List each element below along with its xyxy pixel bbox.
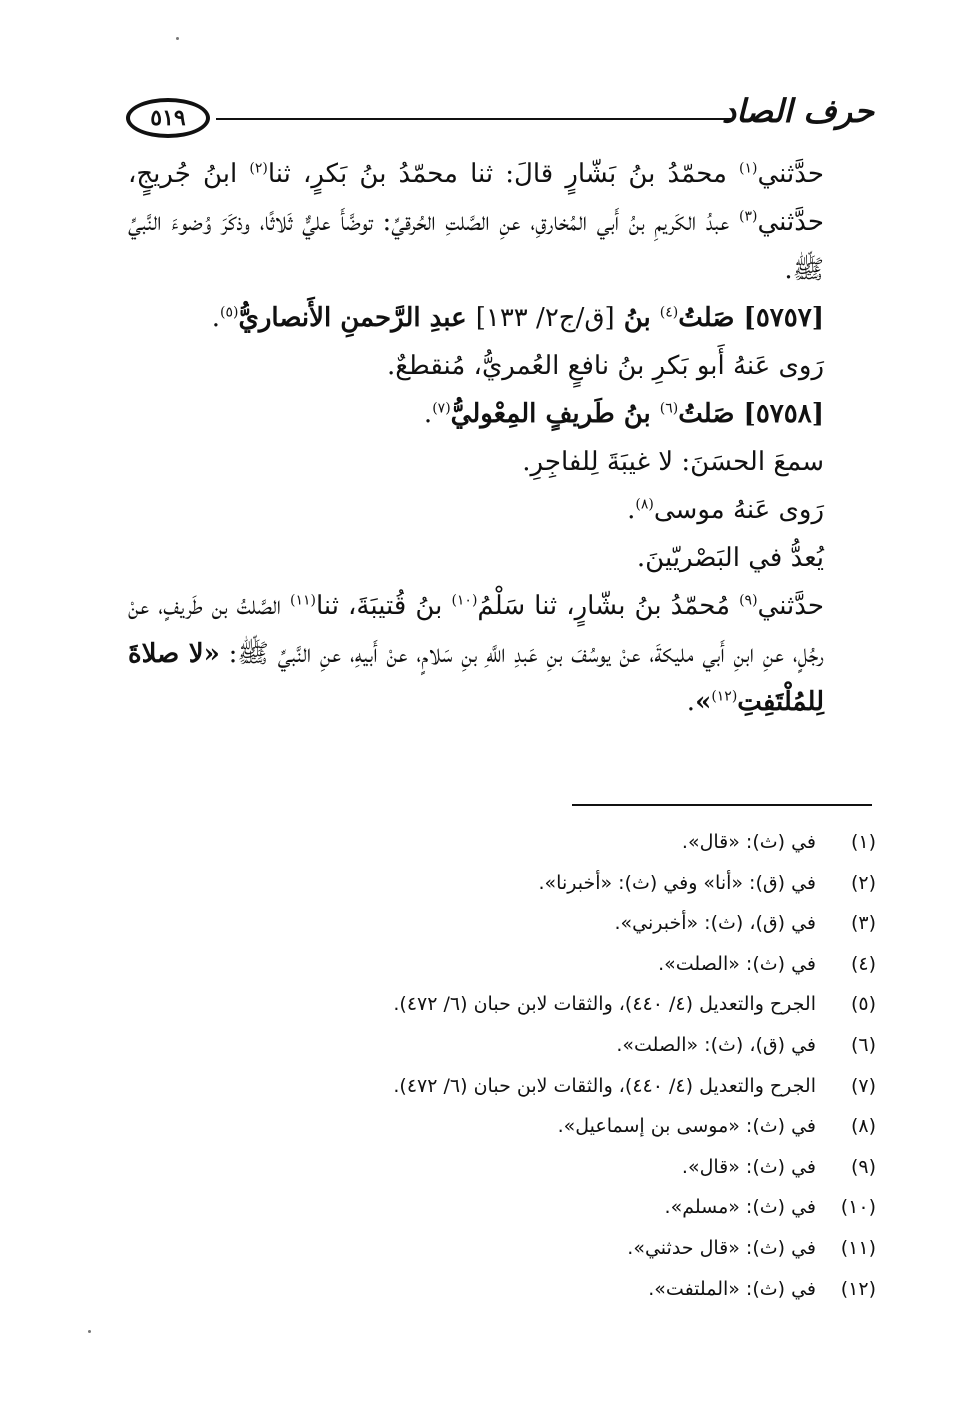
text-run: سمعَ الحسَنَ: لا غيبَةَ لِلفاجِرِ. [522,447,824,477]
footnote-ref: (١٢) [711,688,738,705]
text-run: محمّدُ بنُ بَشّارٍ قالَ: ثنا محمّدُ بنُ بَكرٍ، ثنا [267,159,740,189]
footnote-text: في (ث): «قال». [681,831,816,853]
footnote-number: (٣) [850,912,876,935]
footnote-text: في (ث): «مسلم». [664,1196,816,1219]
footnote-text: الجرح والتعديل (٤/ ٤٤٠)، والثقات لابن حبان (٦/ ٤٧٢). [393,1074,816,1097]
footnote [300,863,876,904]
text-run: . [211,303,221,333]
main-text [128,150,870,726]
footnote [300,822,876,863]
scan-speck [88,1330,91,1333]
paragraph [128,390,870,438]
footnote [300,1025,876,1066]
footnote-ref: (٧) [432,400,451,417]
footnote-text: في (ث): «موسى بن إسماعيل». [557,1115,816,1138]
header-rule [216,118,734,120]
footnote-ref: (٨) [635,496,654,513]
paragraph [128,294,870,342]
footnote-text: في (ث): «الصلت». [658,952,816,975]
footnote-ref: (٥) [220,304,239,321]
footnote-number: (٤) [850,952,876,975]
text-run: الصَّلتُ بن طَريفٍ، عنْ رجُلٍ، عنِ ابنِ أَبي مليكةَ، عنْ يوسُفَ بنِ عَبدِ اللَّهِ بنِ سَلامٍ، عنْ أَبيهِ، عنِ النَّبيِّ ﷺ: [128,591,825,669]
text-run: حدَّثني [757,159,824,189]
footnote-text: في (ق)، (ث): «الصلت». [616,1033,816,1056]
text-run: . [423,399,433,429]
footnote [300,984,876,1025]
bold-text: «لا صلاةَ لِلمُلْتَفِتِ [128,639,824,717]
footnote-number: (١١) [840,1236,876,1259]
footnote-ref: (١) [739,160,758,177]
paragraph [128,150,870,294]
bold-text: [٥٧٥٧] صَلتُ [678,303,824,333]
text-run: . [627,495,636,525]
footnote-ref: (٣) [739,208,758,225]
footnote-text: في (ث): «قال». [681,1155,816,1178]
footnote-number: (٦) [850,1033,876,1056]
footnote-number: (٨) [850,1115,876,1138]
footnote-text: في (ق): «أنا» وفي (ث): «أخبرنا». [538,871,816,894]
footnote-ref: (١٠) [451,592,478,609]
bold-text: » [695,687,712,717]
footnote [300,1269,876,1310]
footnote [300,1187,876,1228]
chapter-title: حرف الصاد [721,92,874,130]
footnote-text: الجرح والتعديل (٤/ ٤٤٠)، والثقات لابن حبان (٦/ ٤٧٢). [393,993,816,1016]
footnote-divider [572,804,872,806]
text-run: رَوى عَنهُ موسى [653,495,824,525]
footnote [300,944,876,985]
footnote-text: في (ث): «الملتفت». [648,1277,816,1300]
bold-text: بنُ طَريفٍ المِعْوليُّ [450,399,660,429]
footnote [300,1228,876,1269]
text-run: [ق/ج٢/ ١٣٣] [475,303,615,333]
footnote-number: (١٠) [840,1196,876,1219]
footnote-number: (١٢) [840,1277,876,1300]
scan-speck [176,37,179,40]
footnote [300,1066,876,1107]
footnote [300,1147,876,1188]
footnote-number: (٩) [850,1155,876,1178]
footnote-ref: (٦) [659,400,679,417]
footnote [300,1106,876,1147]
text-run: مُحمّدُ بنُ بشّارٍ، ثنا سَلْمُ [477,591,740,621]
paragraph [128,534,870,582]
footnote-text: في (ث): «قال حدثني». [627,1236,816,1259]
footnote-number: (٧) [850,1074,876,1097]
footnote-number: (٥) [850,993,876,1016]
footnote-number: (٢) [850,871,876,894]
text-run: بنُ قُتيبَةَ، ثنا [315,591,452,621]
footnote-ref: (٤) [659,304,679,321]
footnote-ref: (١١) [289,592,316,609]
bold-text: بنُ [614,303,660,333]
footnote-text: في (ق)، (ث): «أخبرني». [614,912,816,935]
text-run: ابنُ جُريجٍ، حدَّثني [128,159,824,237]
footnote-number: (١) [850,831,876,853]
paragraph [128,486,870,534]
paragraph [128,438,870,486]
page-number: ٥١٩ [126,98,210,138]
bold-text: [٥٧٥٨] صَلتُ [678,399,824,429]
paragraph [128,342,870,390]
bold-text: عبدِ الرَّحمنِ الأَنصاريُّ [238,303,476,333]
footnotes [300,822,876,1309]
footnote-ref: (٢) [249,160,268,177]
text-run: . [686,687,696,717]
footnote [300,903,876,944]
footnote-ref: (٩) [739,592,758,609]
text-run: يُعدُّ في البَصْريّينَ. [636,543,824,573]
text-run: عبدُ الكَريمِ بنُ أَبي المُخارقِ، عنِ الصَّلتِ الحُرقيِّ: توضَّأَ عليٌّ ثَلاثًا، وذكَرَ وُضوءَ النَّبيِّ ﷺ. [128,207,824,285]
paragraph [128,582,870,726]
text-run: حدَّثني [757,591,825,621]
page-header [118,92,874,150]
text-run: رَوى عَنهُ أَبو بَكرِ بنُ نافعٍ العُمريُّ، مُنقطعٌ. [386,351,824,381]
